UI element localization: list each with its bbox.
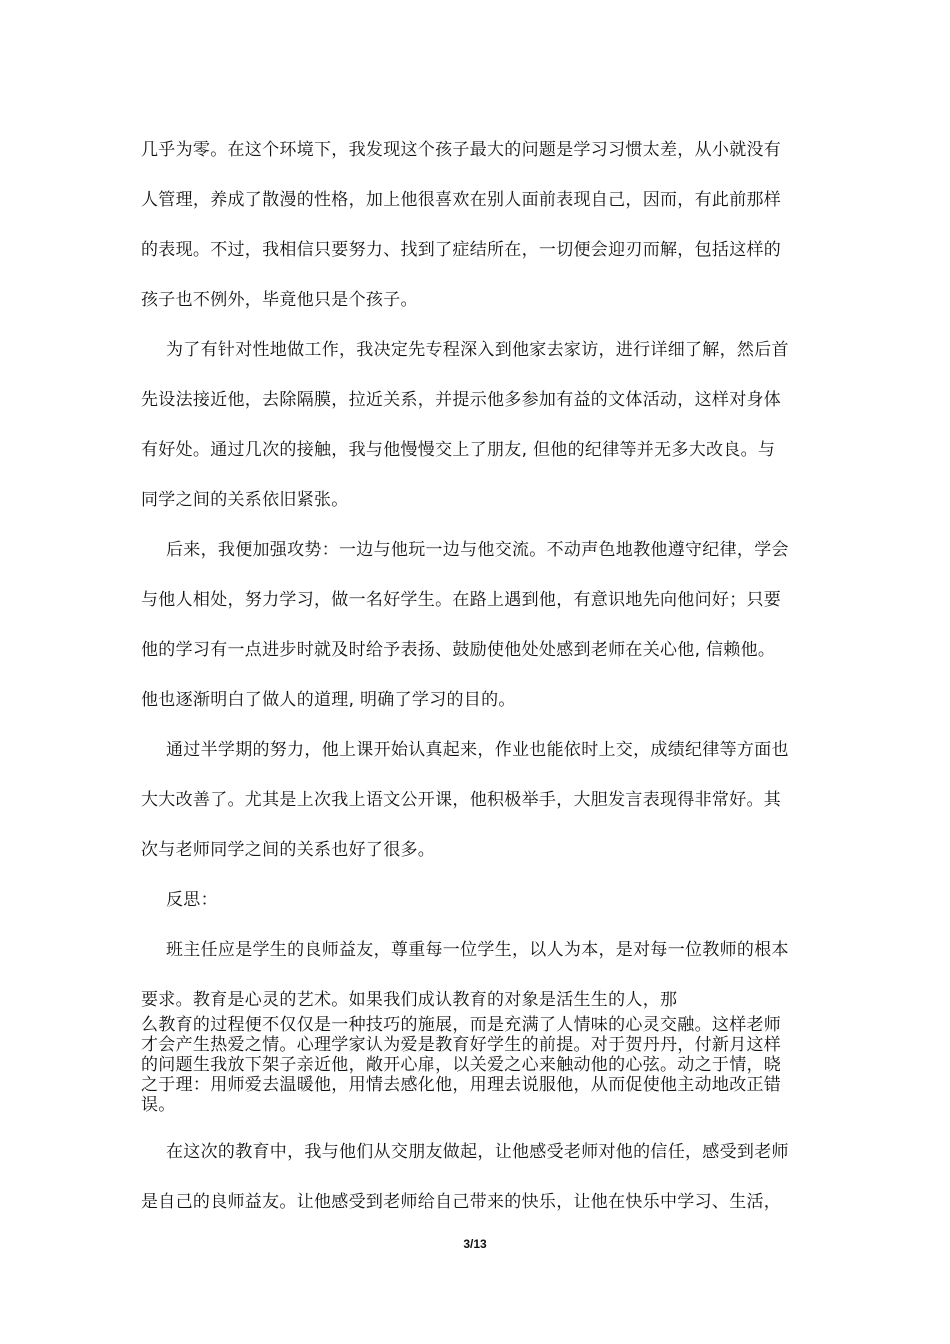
text-line: 误。	[141, 1095, 176, 1115]
page-number: 3/13	[463, 1237, 487, 1251]
text-line: 次与老师同学之间的关系也好了很多。	[141, 840, 436, 860]
text-line: 么教育的过程便不仅仅是一种技巧的施展，而是充满了人情味的心灵交融。这样老师	[141, 1015, 782, 1035]
text-line: 他的学习有一点进步时就及时给予表扬、鼓励使他处处感到老师在关心他, 信赖他。	[141, 640, 776, 660]
text-line: 的问题生我放下架子亲近他，敞开心扉，以关爱之心来触动他的心弦。动之于情，晓	[141, 1055, 782, 1075]
text-line: 在这次的教育中，我与他们从交朋友做起，让他感受老师对他的信任，感受到老师	[166, 1142, 789, 1162]
text-line: 之于理：用师爱去温暖他，用情去感化他，用理去说服他，从而促使他主动地改正错	[141, 1075, 782, 1095]
text-line: 为了有针对性地做工作，我决定先专程深入到他家去家访，进行详细了解，然后首	[166, 340, 789, 360]
text-line: 通过半学期的努力，他上课开始认真起来，作业也能依时上交，成绩纪律等方面也	[166, 740, 789, 760]
text-line: 与他人相处，努力学习，做一名好学生。在路上遇到他，有意识地先向他问好；只要	[141, 590, 782, 610]
text-line: 他也逐渐明白了做人的道理, 明确了学习的目的。	[141, 690, 516, 710]
text-line: 有好处。通过几次的接触，我与他慢慢交上了朋友, 但他的纪律等并无多大改良。与	[141, 440, 776, 460]
text-line: 要求。教育是心灵的艺术。如果我们成认教育的对象是活生生的人，那	[141, 990, 678, 1010]
text-line: 大大改善了。尤其是上次我上语文公开课，他积极举手，大胆发言表现得非常好。其	[141, 790, 782, 810]
text-line: 后来，我便加强攻势：一边与他玩一边与他交流。不动声色地教他遵守纪律，学会	[166, 540, 789, 560]
text-line: 孩子也不例外，毕竟他只是个孩子。	[141, 290, 418, 310]
text-line: 是自己的良师益友。让他感受到老师给自己带来的快乐，让他在快乐中学习、生活，	[141, 1192, 782, 1212]
text-line: 同学之间的关系依旧紧张。	[141, 490, 349, 510]
section-heading: 反思：	[166, 890, 218, 910]
text-line: 人管理，养成了散漫的性格，加上他很喜欢在别人面前表现自己，因而，有此前那样	[141, 190, 782, 210]
text-line: 先设法接近他，去除隔膜，拉近关系，并提示他多参加有益的文体活动，这样对身体	[141, 390, 782, 410]
text-line: 几乎为零。在这个环境下，我发现这个孩子最大的问题是学习习惯太差，从小就没有	[141, 140, 782, 160]
text-line: 班主任应是学生的良师益友，尊重每一位学生，以人为本，是对每一位教师的根本	[166, 940, 789, 960]
text-line: 才会产生热爱之情。心理学家认为爱是教育好学生的前提。对于贺丹丹，付新月这样	[141, 1035, 782, 1055]
text-line: 的表现。不过，我相信只要努力、找到了症结所在，一切便会迎刃而解，包括这样的	[141, 240, 782, 260]
